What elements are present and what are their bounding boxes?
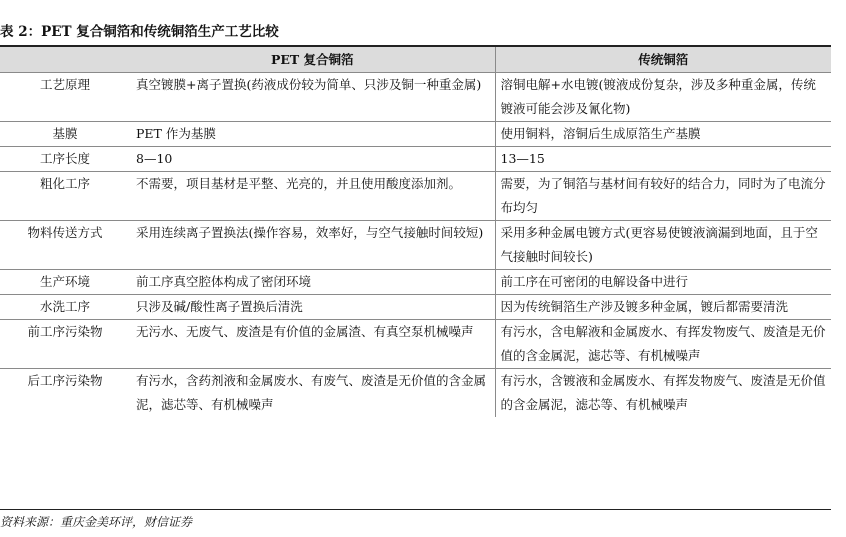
row-label: 前工序污染物 — [0, 320, 130, 369]
traditional-cell: 前工序在可密闭的电解设备中进行 — [495, 270, 831, 295]
traditional-cell: 13—15 — [495, 147, 831, 172]
bottom-rule — [0, 509, 831, 510]
traditional-cell: 使用铜料，溶铜后生成原箔生产基膜 — [495, 122, 831, 147]
row-label: 粗化工序 — [0, 172, 130, 221]
header-empty — [0, 47, 130, 73]
pet-cell: 8—10 — [130, 147, 495, 172]
pet-cell: 无污水、无废气、废渣是有价值的金属渣、有真空泵机械噪声 — [130, 320, 495, 369]
table-row — [0, 172, 831, 221]
traditional-cell: 有污水，含电解液和金属废水、有挥发物废气、废渣是无价值的含金属泥，滤芯等、有机械噪声 — [495, 320, 831, 369]
table-row — [0, 270, 831, 295]
pet-cell: 采用连续离子置换法(操作容易，效率好，与空气接触时间较短) — [130, 221, 495, 270]
row-label: 生产环境 — [0, 270, 130, 295]
pet-cell: PET 作为基膜 — [130, 122, 495, 147]
header-traditional: 传统铜箔 — [495, 47, 831, 73]
row-label: 水洗工序 — [0, 295, 130, 320]
traditional-cell: 因为传统铜箔生产涉及镀多种金属，镀后都需要清洗 — [495, 295, 831, 320]
table-row — [0, 320, 831, 369]
row-label: 工序长度 — [0, 147, 130, 172]
comparison-table — [0, 47, 831, 417]
table-row — [0, 221, 831, 270]
pet-cell: 只涉及碱/酸性离子置换后清洗 — [130, 295, 495, 320]
table-row — [0, 369, 831, 418]
header-pet: PET 复合铜箔 — [130, 47, 495, 73]
table-row — [0, 147, 831, 172]
header-row — [0, 47, 831, 73]
table-row — [0, 73, 831, 122]
pet-cell: 前工序真空腔体构成了密闭环境 — [130, 270, 495, 295]
table-row — [0, 295, 831, 320]
traditional-cell: 溶铜电解+水电镀(镀液成份复杂，涉及多种重金属，传统镀液可能会涉及氰化物) — [500, 77, 816, 116]
traditional-cell: 采用多种金属电镀方式(更容易使镀液滴漏到地面，且于空气接触时间较长) — [495, 221, 831, 270]
row-label: 后工序污染物 — [0, 369, 130, 418]
traditional-cell: 需要，为了铜箔与基材间有较好的结合力，同时为了电流分布均匀 — [495, 172, 831, 221]
pet-cell: 真空镀膜+离子置换(药液成份较为简单、只涉及铜一种重金属) — [130, 73, 495, 122]
traditional-cell: 有污水，含镀液和金属废水、有挥发物废气、废渣是无价值的含金属泥，滤芯等、有机械噪声 — [495, 369, 831, 418]
table-row — [0, 122, 831, 147]
row-label: 工艺原理 — [39, 77, 90, 92]
pet-cell: 有污水，含药剂液和金属废水、有废气、废渣是无价值的含金属泥，滤芯等、有机械噪声 — [130, 369, 495, 418]
source-note: 资料来源：重庆金美环评，财信证券 — [0, 515, 193, 529]
pet-cell: 不需要，项目基材是平整、光亮的，并且使用酸度添加剂。 — [130, 172, 495, 221]
row-label: 基膜 — [0, 122, 130, 147]
table-title: 表 2：PET 复合铜箔和传统铜箔生产工艺比较 — [0, 24, 279, 40]
row-label: 物料传送方式 — [0, 221, 130, 270]
